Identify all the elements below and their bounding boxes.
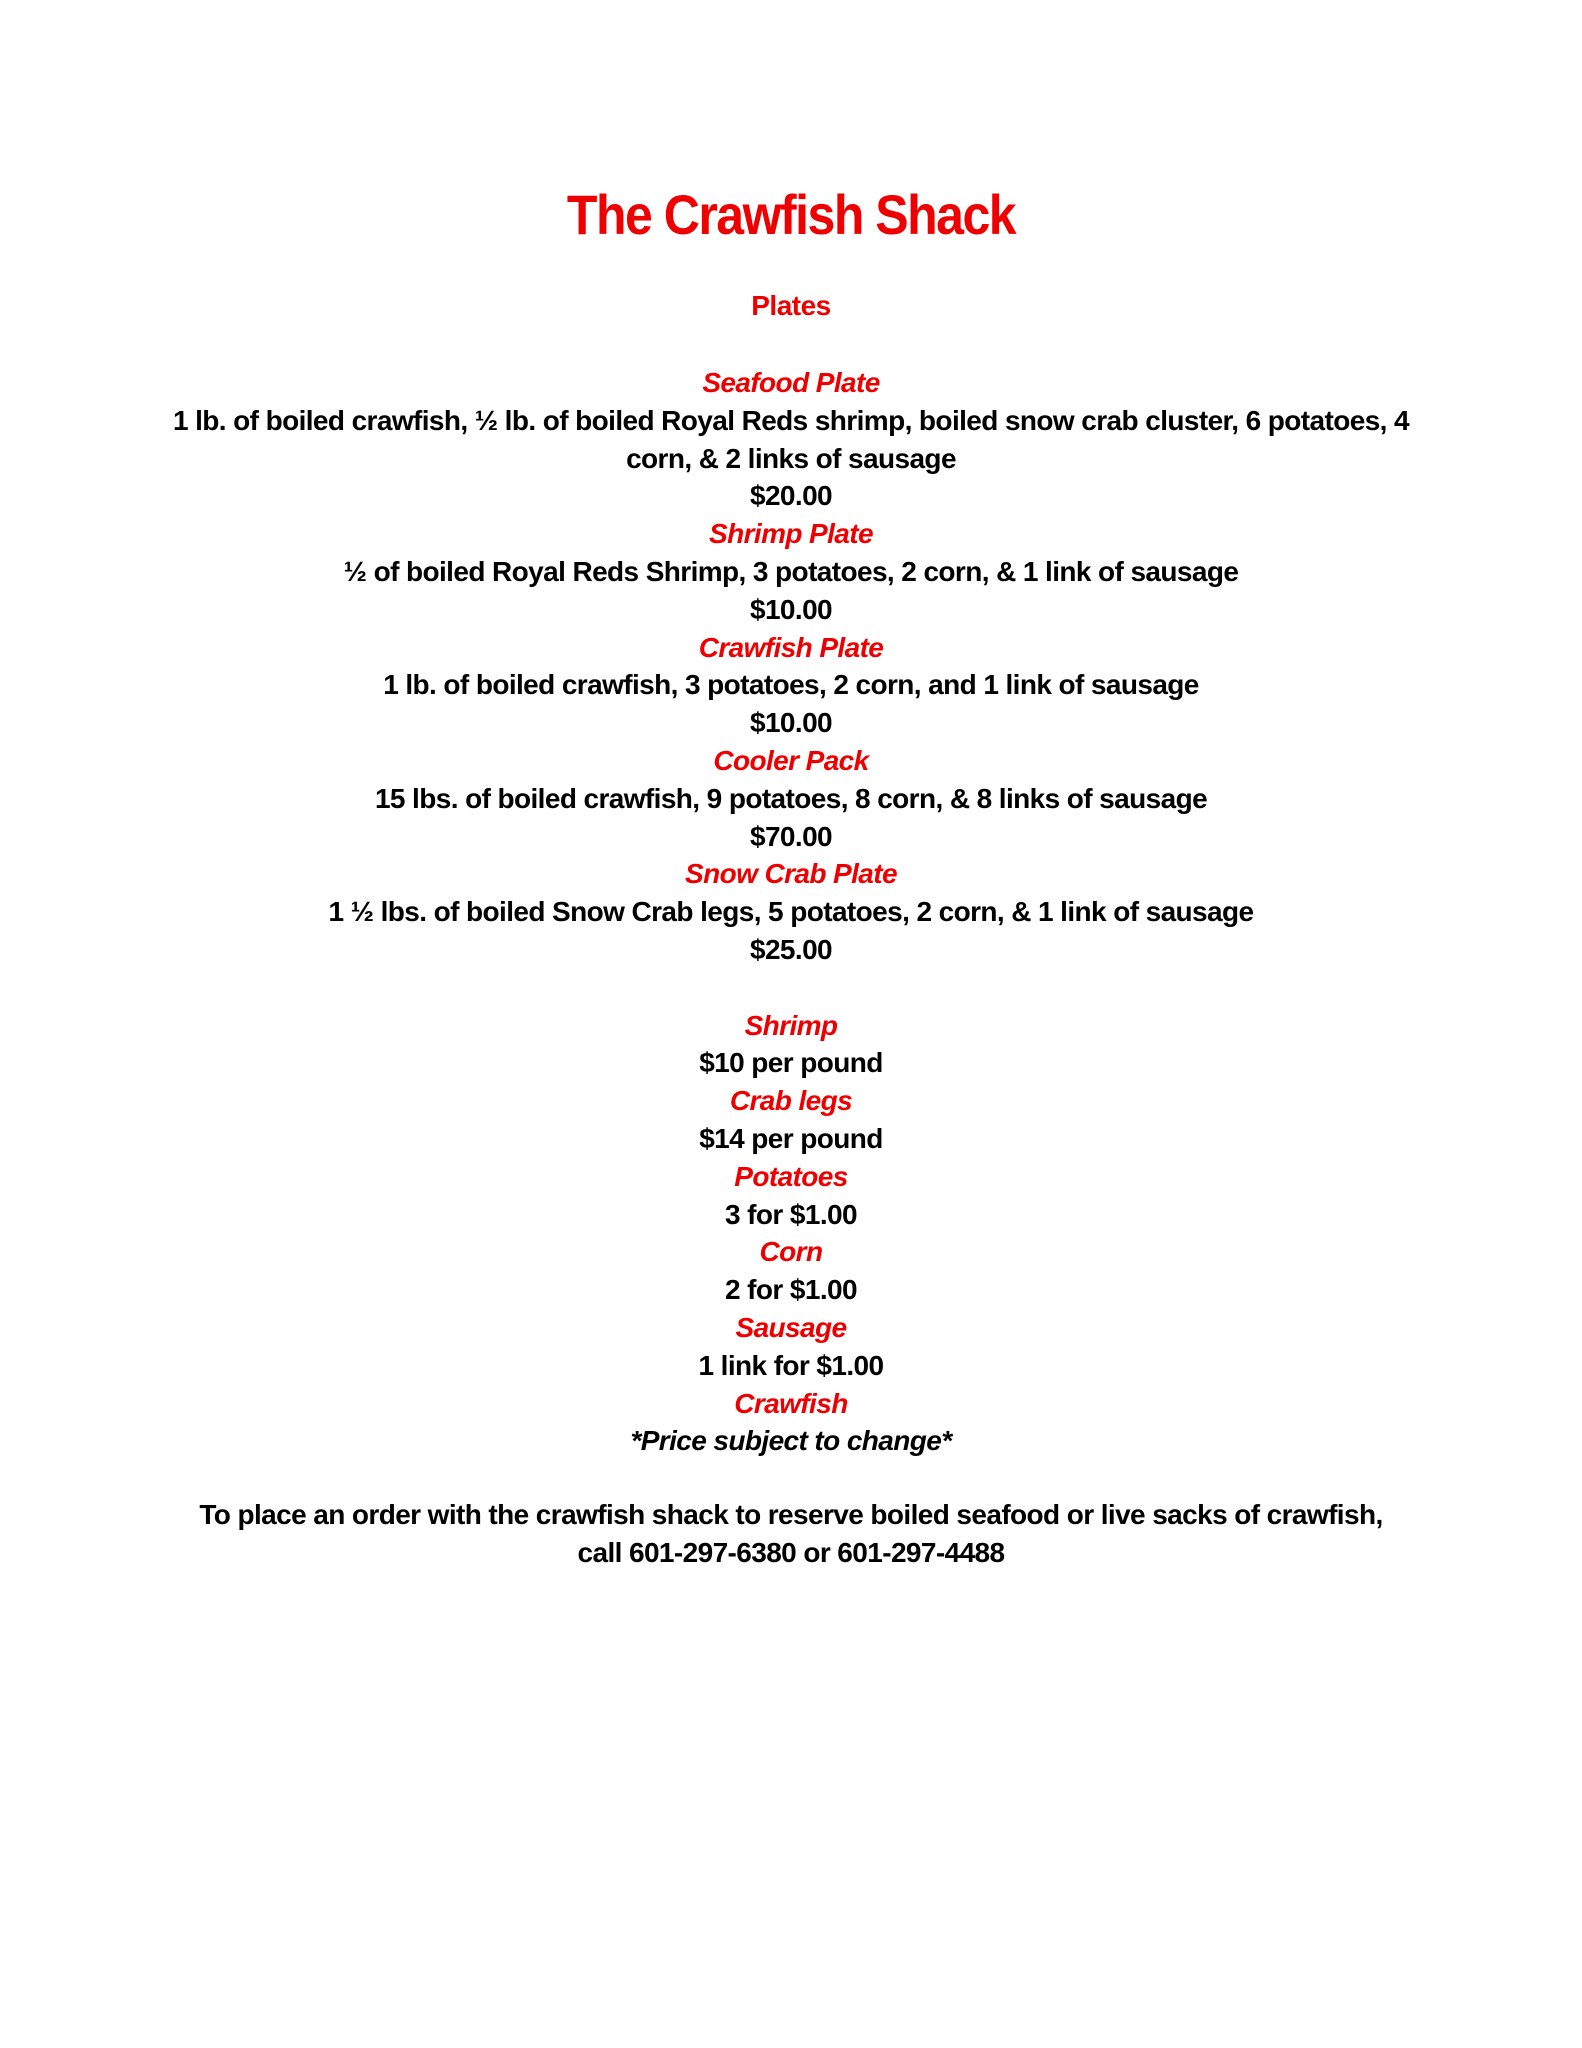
plate-description: 1 lb. of boiled crawfish, ½ lb. of boiled Royal Reds shrimp, boiled snow crab cluster, 6 potatoes, 4 corn, & 2 links of sausage	[172, 404, 1410, 474]
plate-price: $10.00	[749, 593, 833, 625]
plate-name: Seafood Plate	[702, 367, 880, 398]
extra-price: $10 per pound	[699, 1047, 883, 1079]
extra-item	[170, 1233, 1412, 1309]
extra-name: Shrimp	[744, 1009, 838, 1041]
plate-item	[170, 742, 1412, 855]
extra-price: 1 link for $1.00	[698, 1349, 884, 1381]
extra-name: Crab legs	[729, 1085, 853, 1117]
plate-item	[170, 629, 1412, 742]
restaurant-title: The Crawfish Shack	[566, 183, 1016, 247]
plate-item	[170, 855, 1412, 968]
plate-description: 1 ½ lbs. of boiled Snow Crab legs, 5 potatoes, 2 corn, & 1 link of sausage	[328, 896, 1254, 928]
plate-name: Shrimp Plate	[709, 518, 873, 550]
extra-price: 2 for $1.00	[725, 1274, 857, 1306]
spacer	[170, 969, 1412, 1007]
plate-price: $10.00	[749, 707, 833, 739]
extra-item	[170, 1385, 1412, 1461]
plate-name: Snow Crab Plate	[685, 858, 897, 890]
plate-description: ½ of boiled Royal Reds Shrimp, 3 potatoes, 2 corn, & 1 link of sausage	[343, 555, 1239, 587]
plate-name: Crawfish Plate	[698, 631, 884, 663]
plate-item	[170, 364, 1412, 515]
contact-phone-numbers: call 601-297-6380 or 601-297-4488	[577, 1536, 1005, 1568]
extra-item	[170, 1309, 1412, 1385]
plate-description: 1 lb. of boiled crawfish, 3 potatoes, 2 corn, and 1 link of sausage	[383, 669, 1199, 701]
plate-description: 15 lbs. of boiled crawfish, 9 potatoes, 8 corn, & 8 links of sausage	[374, 782, 1208, 814]
extra-name: Potatoes	[734, 1160, 848, 1192]
extra-item	[170, 1007, 1412, 1083]
extra-item	[170, 1158, 1412, 1234]
plate-price: $20.00	[749, 480, 833, 512]
plate-item	[170, 515, 1412, 628]
section-heading-plates: Plates	[751, 290, 831, 321]
extra-name: Sausage	[735, 1311, 847, 1343]
order-contact	[170, 1496, 1412, 1572]
plate-price: $70.00	[749, 820, 833, 852]
menu-list	[170, 364, 1412, 1460]
extra-price: 3 for $1.00	[725, 1198, 857, 1230]
extra-price: $14 per pound	[699, 1122, 883, 1154]
extra-name: Corn	[759, 1236, 823, 1268]
plate-name: Cooler Pack	[713, 744, 869, 776]
plate-price: $25.00	[749, 933, 833, 965]
extra-name: Crawfish	[734, 1387, 848, 1419]
extra-item	[170, 1082, 1412, 1158]
price-change-note: *Price subject to change*	[630, 1425, 952, 1457]
contact-instructions: To place an order with the crawfish shack to reserve boiled seafood or live sacks of crawfish,	[199, 1499, 1383, 1530]
